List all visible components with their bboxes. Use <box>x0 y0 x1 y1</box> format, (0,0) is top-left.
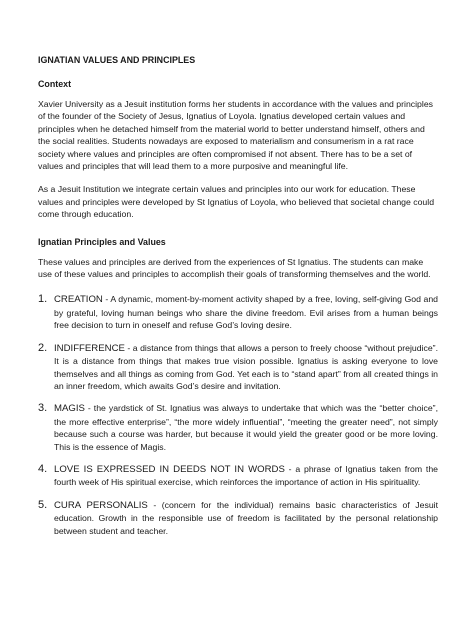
list-item-description: - (concern for the individual) remains basic characteristics of Jesuit education. Growth in the responsible use of freedom is facilitated by the personal relationship between student and teacher. <box>54 499 438 536</box>
list-item-term: CREATION <box>54 294 103 306</box>
list-item-term: MAGIS <box>54 403 85 415</box>
list-item-text <box>54 402 438 453</box>
section-heading-principles: Ignatian Principles and Values <box>38 236 166 247</box>
list-item-text <box>54 463 438 489</box>
principles-paragraph-1: These values and principles are derived from the experiences of St Ignatius. The students can make use of these values and principles to accomplish their goals of transforming themselves and the world. <box>38 256 431 280</box>
document-title: IGNATIAN VALUES AND PRINCIPLES <box>38 55 196 65</box>
list-item-description: - a phrase of Ignatius taken from the fourth week of His spiritual exercise, which reinforces the importance of action in His spirituality. <box>54 463 438 488</box>
context-paragraph-2: As a Jesuit Institution we integrate certain values and principles into our work for education. These values and principles were developed by St Ignatius of Loyola, who believed that societal change could come through education. <box>38 184 435 220</box>
list-item-term: LOVE IS EXPRESSED IN DEEDS NOT IN WORDS <box>54 463 285 475</box>
list-item-number: 5. <box>38 498 48 511</box>
list-item-number: 2. <box>38 341 48 354</box>
list-item <box>38 499 438 537</box>
list-item <box>38 402 438 453</box>
list-item-description: - the yardstick of St. Ignatius was always to undertake that which was the “better choice”, the more effective enterprise”, “the more widely influential”, “meeting the greater need”, not simply because such a course was harder, but because it would yield the greater good or be more loving. This is the essence of Magis. <box>54 403 438 452</box>
list-item-number: 3. <box>38 402 48 415</box>
document-content <box>38 54 438 547</box>
list-item <box>38 342 438 393</box>
list-item-text <box>54 499 438 537</box>
list-item-term: INDIFFERENCE <box>54 342 125 354</box>
list-item-number: 1. <box>38 293 48 306</box>
list-item-text <box>54 342 438 393</box>
list-item-number: 4. <box>38 462 48 475</box>
list-item <box>38 293 438 331</box>
list-item <box>38 463 438 489</box>
section-heading-context: Context <box>38 79 72 89</box>
list-item-text <box>54 293 438 331</box>
list-item-description: - A dynamic, moment-by-moment activity shaped by a free, loving, self-giving God and by grateful, loving human beings who share the divine freedom. Evil arises from a human beings free decision to turn in oneself and refuse God’s loving desire. <box>54 294 438 331</box>
list-item-term: CURA PERSONALIS <box>54 499 148 511</box>
list-item-description: - a distance from things that allows a person to freely choose “without prejudice”. It is a distance from things that makes true vision possible. Ignatius is asking everyone to love themselves and all things as coming from God. Yet each is to “stand apart” from all created things in an inner freedom, which awaits God’s desire and invitation. <box>54 342 438 391</box>
context-paragraph-1: Xavier University as a Jesuit institution forms her students in accordance with the values and principles of the founder of the Society of Jesus, Ignatius of Loyola. Ignatius developed certain values and principles when he detached himself from the material world to better understand himself, others and the social realities. Students nowadays are exposed to materialism and consumerism in a rat race society where values and principles are often compromised if not absent. There has to be a set of values and principles that will lead them to a more purposive and meaningful life. <box>38 99 433 172</box>
principles-list <box>38 293 438 537</box>
